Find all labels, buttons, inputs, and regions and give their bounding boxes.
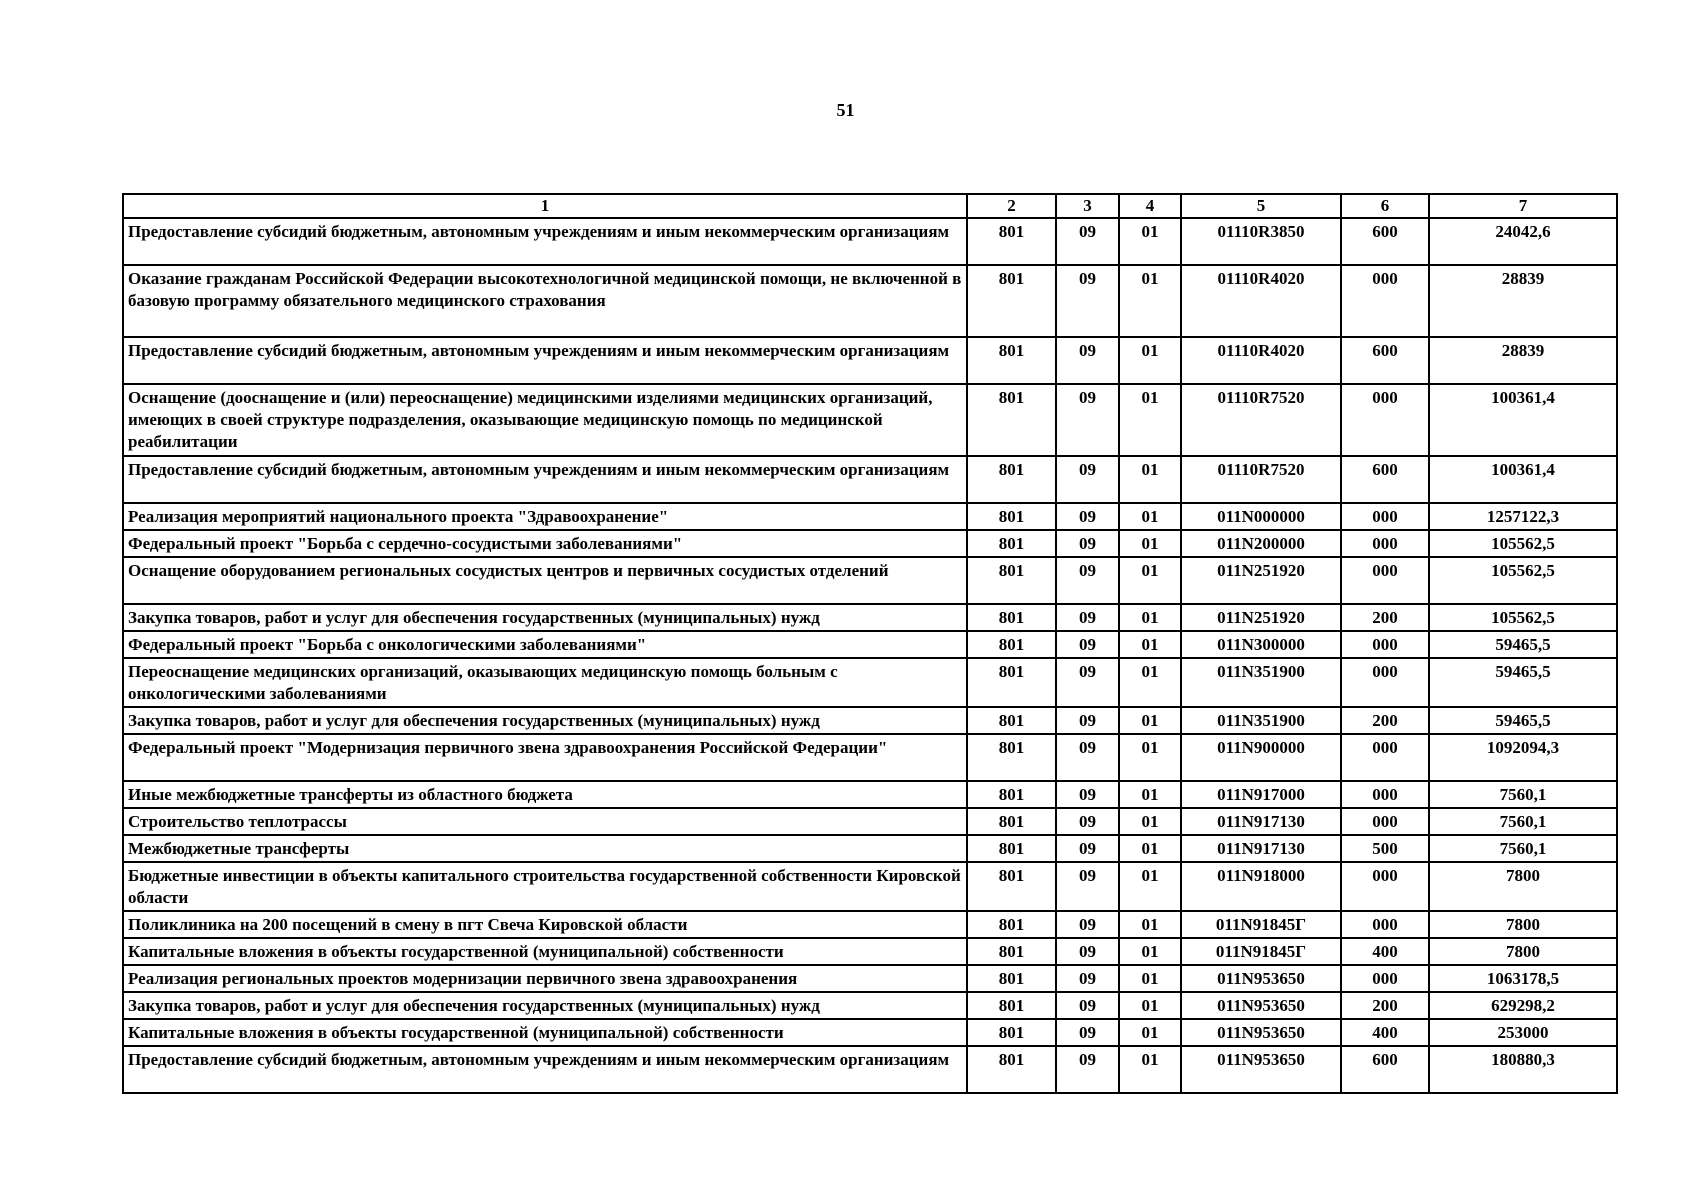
row-code-target-cell: 011N953650 (1181, 965, 1341, 992)
row-code-target-cell: 011N91845Г (1181, 911, 1341, 938)
row-code-subsection-cell: 01 (1119, 965, 1181, 992)
row-code-section-cell: 09 (1056, 992, 1119, 1019)
row-code-target-cell: 011N900000 (1181, 734, 1341, 781)
row-code-target-cell: 011N000000 (1181, 503, 1341, 530)
row-amount-cell: 7800 (1429, 862, 1617, 911)
row-code-admin-cell: 801 (967, 938, 1056, 965)
row-code-admin-cell: 801 (967, 1019, 1056, 1046)
row-code-target-cell: 011N917000 (1181, 781, 1341, 808)
row-code-target-cell: 011N953650 (1181, 1046, 1341, 1093)
row-code-subsection-cell: 01 (1119, 265, 1181, 337)
row-amount-cell: 59465,5 (1429, 707, 1617, 734)
row-code-subsection-cell: 01 (1119, 384, 1181, 456)
row-code-subsection-cell: 01 (1119, 707, 1181, 734)
row-code-admin-cell: 801 (967, 707, 1056, 734)
row-code-subsection-cell: 01 (1119, 835, 1181, 862)
row-code-section-cell: 09 (1056, 337, 1119, 384)
row-code-section-cell: 09 (1056, 938, 1119, 965)
row-code-expense-type-cell: 000 (1341, 503, 1429, 530)
row-code-target-cell: 01110R4020 (1181, 265, 1341, 337)
row-code-subsection-cell: 01 (1119, 503, 1181, 530)
row-name-cell: Оснащение (дооснащение и (или) переоснащение) медицинскими изделиями медицинских организаций, имеющих в своей структуре подразделения, оказывающие медицинскую помощь по медицинской реабилитации (123, 384, 967, 456)
row-code-expense-type-cell: 600 (1341, 218, 1429, 265)
column-header-6: 6 (1341, 194, 1429, 218)
row-code-target-cell: 011N351900 (1181, 707, 1341, 734)
row-name-cell: Бюджетные инвестиции в объекты капитального строительства государственной собственности Кировской области (123, 862, 967, 911)
table-row (123, 862, 1617, 911)
table-row (123, 1046, 1617, 1093)
row-amount-cell: 59465,5 (1429, 631, 1617, 658)
row-code-section-cell: 09 (1056, 862, 1119, 911)
row-amount-cell: 7560,1 (1429, 835, 1617, 862)
row-name-cell: Предоставление субсидий бюджетным, автономным учреждениям и иным некоммерческим организациям (123, 218, 967, 265)
row-name-cell: Иные межбюджетные трансферты из областного бюджета (123, 781, 967, 808)
table-header-row (123, 194, 1617, 218)
row-code-section-cell: 09 (1056, 658, 1119, 707)
row-name-cell: Капитальные вложения в объекты государственной (муниципальной) собственности (123, 938, 967, 965)
row-code-subsection-cell: 01 (1119, 808, 1181, 835)
row-name-cell: Реализация региональных проектов модернизации первичного звена здравоохранения (123, 965, 967, 992)
row-name-cell: Капитальные вложения в объекты государственной (муниципальной) собственности (123, 1019, 967, 1046)
row-code-target-cell: 011N251920 (1181, 557, 1341, 604)
row-amount-cell: 105562,5 (1429, 557, 1617, 604)
row-code-admin-cell: 801 (967, 658, 1056, 707)
table-row (123, 707, 1617, 734)
row-code-section-cell: 09 (1056, 965, 1119, 992)
row-amount-cell: 100361,4 (1429, 384, 1617, 456)
row-amount-cell: 7800 (1429, 938, 1617, 965)
row-code-admin-cell: 801 (967, 337, 1056, 384)
row-code-admin-cell: 801 (967, 1046, 1056, 1093)
row-code-subsection-cell: 01 (1119, 734, 1181, 781)
table-row (123, 734, 1617, 781)
row-name-cell: Реализация мероприятий национального проекта "Здравоохранение" (123, 503, 967, 530)
row-code-expense-type-cell: 000 (1341, 862, 1429, 911)
row-code-subsection-cell: 01 (1119, 911, 1181, 938)
row-name-cell: Закупка товаров, работ и услуг для обеспечения государственных (муниципальных) нужд (123, 707, 967, 734)
row-amount-cell: 100361,4 (1429, 456, 1617, 503)
table-row (123, 530, 1617, 557)
row-amount-cell: 24042,6 (1429, 218, 1617, 265)
row-code-subsection-cell: 01 (1119, 557, 1181, 604)
row-code-target-cell: 01110R7520 (1181, 384, 1341, 456)
row-code-expense-type-cell: 000 (1341, 808, 1429, 835)
row-code-expense-type-cell: 000 (1341, 530, 1429, 557)
row-amount-cell: 105562,5 (1429, 604, 1617, 631)
row-code-expense-type-cell: 000 (1341, 557, 1429, 604)
row-amount-cell: 7800 (1429, 911, 1617, 938)
table-row (123, 835, 1617, 862)
row-code-subsection-cell: 01 (1119, 938, 1181, 965)
row-code-section-cell: 09 (1056, 835, 1119, 862)
row-name-cell: Предоставление субсидий бюджетным, автономным учреждениям и иным некоммерческим организациям (123, 456, 967, 503)
row-name-cell: Оказание гражданам Российской Федерации высокотехнологичной медицинской помощи, не включенной в базовую программу обязательного медицинского страхования (123, 265, 967, 337)
row-code-section-cell: 09 (1056, 1019, 1119, 1046)
row-code-expense-type-cell: 500 (1341, 835, 1429, 862)
row-code-section-cell: 09 (1056, 384, 1119, 456)
row-code-admin-cell: 801 (967, 218, 1056, 265)
row-code-target-cell: 011N917130 (1181, 835, 1341, 862)
row-code-admin-cell: 801 (967, 384, 1056, 456)
row-code-admin-cell: 801 (967, 734, 1056, 781)
row-code-admin-cell: 801 (967, 456, 1056, 503)
row-code-expense-type-cell: 000 (1341, 734, 1429, 781)
row-code-section-cell: 09 (1056, 503, 1119, 530)
column-header-1: 1 (123, 194, 967, 218)
row-code-section-cell: 09 (1056, 734, 1119, 781)
row-code-admin-cell: 801 (967, 835, 1056, 862)
row-code-admin-cell: 801 (967, 557, 1056, 604)
row-amount-cell: 1257122,3 (1429, 503, 1617, 530)
row-code-section-cell: 09 (1056, 911, 1119, 938)
row-code-subsection-cell: 01 (1119, 218, 1181, 265)
table-row (123, 1019, 1617, 1046)
table-row (123, 337, 1617, 384)
row-code-expense-type-cell: 600 (1341, 337, 1429, 384)
row-code-subsection-cell: 01 (1119, 604, 1181, 631)
row-code-target-cell: 011N251920 (1181, 604, 1341, 631)
row-code-expense-type-cell: 000 (1341, 631, 1429, 658)
row-code-target-cell: 011N300000 (1181, 631, 1341, 658)
row-code-admin-cell: 801 (967, 781, 1056, 808)
row-code-section-cell: 09 (1056, 707, 1119, 734)
row-code-target-cell: 011N91845Г (1181, 938, 1341, 965)
column-header-4: 4 (1119, 194, 1181, 218)
row-code-expense-type-cell: 600 (1341, 456, 1429, 503)
table-body (123, 218, 1617, 1093)
table-row (123, 456, 1617, 503)
row-code-expense-type-cell: 000 (1341, 965, 1429, 992)
row-code-expense-type-cell: 200 (1341, 992, 1429, 1019)
row-code-admin-cell: 801 (967, 503, 1056, 530)
row-name-cell: Переоснащение медицинских организаций, оказывающих медицинскую помощь больным с онкологическими заболеваниями (123, 658, 967, 707)
row-code-section-cell: 09 (1056, 808, 1119, 835)
row-code-expense-type-cell: 200 (1341, 707, 1429, 734)
table-row (123, 992, 1617, 1019)
row-code-section-cell: 09 (1056, 218, 1119, 265)
row-code-section-cell: 09 (1056, 557, 1119, 604)
table-row (123, 218, 1617, 265)
row-name-cell: Межбюджетные трансферты (123, 835, 967, 862)
row-code-admin-cell: 801 (967, 530, 1056, 557)
table-row (123, 631, 1617, 658)
row-code-expense-type-cell: 000 (1341, 658, 1429, 707)
row-code-admin-cell: 801 (967, 604, 1056, 631)
row-amount-cell: 253000 (1429, 1019, 1617, 1046)
row-code-admin-cell: 801 (967, 911, 1056, 938)
row-code-expense-type-cell: 000 (1341, 265, 1429, 337)
row-code-expense-type-cell: 200 (1341, 604, 1429, 631)
row-code-subsection-cell: 01 (1119, 456, 1181, 503)
row-code-subsection-cell: 01 (1119, 631, 1181, 658)
row-code-target-cell: 011N200000 (1181, 530, 1341, 557)
row-code-expense-type-cell: 000 (1341, 384, 1429, 456)
row-code-subsection-cell: 01 (1119, 1019, 1181, 1046)
row-code-subsection-cell: 01 (1119, 530, 1181, 557)
row-code-target-cell: 01110R7520 (1181, 456, 1341, 503)
row-code-subsection-cell: 01 (1119, 337, 1181, 384)
row-amount-cell: 1063178,5 (1429, 965, 1617, 992)
row-code-target-cell: 01110R3850 (1181, 218, 1341, 265)
row-amount-cell: 7560,1 (1429, 808, 1617, 835)
row-amount-cell: 59465,5 (1429, 658, 1617, 707)
row-amount-cell: 7560,1 (1429, 781, 1617, 808)
row-code-expense-type-cell: 400 (1341, 938, 1429, 965)
page-number: 51 (836, 100, 855, 120)
row-name-cell: Федеральный проект "Модернизация первичного звена здравоохранения Российской Федерации" (123, 734, 967, 781)
row-amount-cell: 180880,3 (1429, 1046, 1617, 1093)
row-name-cell: Федеральный проект "Борьба с онкологическими заболеваниями" (123, 631, 967, 658)
row-code-target-cell: 011N953650 (1181, 1019, 1341, 1046)
row-code-expense-type-cell: 000 (1341, 911, 1429, 938)
row-name-cell: Поликлиника на 200 посещений в смену в пгт Свеча Кировской области (123, 911, 967, 938)
row-code-subsection-cell: 01 (1119, 992, 1181, 1019)
table-row (123, 265, 1617, 337)
column-header-2: 2 (967, 194, 1056, 218)
row-code-subsection-cell: 01 (1119, 862, 1181, 911)
row-code-target-cell: 01110R4020 (1181, 337, 1341, 384)
table-row (123, 781, 1617, 808)
row-name-cell: Закупка товаров, работ и услуг для обеспечения государственных (муниципальных) нужд (123, 604, 967, 631)
column-header-5: 5 (1181, 194, 1341, 218)
row-name-cell: Федеральный проект "Борьба с сердечно-сосудистыми заболеваниями" (123, 530, 967, 557)
row-code-admin-cell: 801 (967, 265, 1056, 337)
row-code-section-cell: 09 (1056, 456, 1119, 503)
row-amount-cell: 28839 (1429, 337, 1617, 384)
row-code-subsection-cell: 01 (1119, 658, 1181, 707)
table-row (123, 808, 1617, 835)
row-code-expense-type-cell: 600 (1341, 1046, 1429, 1093)
row-code-subsection-cell: 01 (1119, 1046, 1181, 1093)
row-code-expense-type-cell: 000 (1341, 781, 1429, 808)
table-row (123, 938, 1617, 965)
row-code-section-cell: 09 (1056, 781, 1119, 808)
table-row (123, 658, 1617, 707)
row-code-section-cell: 09 (1056, 604, 1119, 631)
row-code-section-cell: 09 (1056, 265, 1119, 337)
row-amount-cell: 629298,2 (1429, 992, 1617, 1019)
row-code-section-cell: 09 (1056, 1046, 1119, 1093)
row-code-target-cell: 011N917130 (1181, 808, 1341, 835)
row-code-target-cell: 011N953650 (1181, 992, 1341, 1019)
row-code-expense-type-cell: 400 (1341, 1019, 1429, 1046)
row-code-admin-cell: 801 (967, 808, 1056, 835)
table-row (123, 384, 1617, 456)
row-code-admin-cell: 801 (967, 992, 1056, 1019)
budget-table (122, 193, 1618, 1094)
table-row (123, 604, 1617, 631)
column-header-3: 3 (1056, 194, 1119, 218)
row-name-cell: Закупка товаров, работ и услуг для обеспечения государственных (муниципальных) нужд (123, 992, 967, 1019)
row-name-cell: Оснащение оборудованием региональных сосудистых центров и первичных сосудистых отделений (123, 557, 967, 604)
row-amount-cell: 1092094,3 (1429, 734, 1617, 781)
row-code-admin-cell: 801 (967, 965, 1056, 992)
table-row (123, 911, 1617, 938)
row-code-section-cell: 09 (1056, 631, 1119, 658)
row-name-cell: Предоставление субсидий бюджетным, автономным учреждениям и иным некоммерческим организациям (123, 337, 967, 384)
table-row (123, 503, 1617, 530)
column-header-7: 7 (1429, 194, 1617, 218)
row-amount-cell: 105562,5 (1429, 530, 1617, 557)
table-row (123, 557, 1617, 604)
row-code-admin-cell: 801 (967, 631, 1056, 658)
row-code-admin-cell: 801 (967, 862, 1056, 911)
row-code-subsection-cell: 01 (1119, 781, 1181, 808)
row-code-target-cell: 011N918000 (1181, 862, 1341, 911)
row-code-section-cell: 09 (1056, 530, 1119, 557)
row-name-cell: Строительство теплотрассы (123, 808, 967, 835)
row-name-cell: Предоставление субсидий бюджетным, автономным учреждениям и иным некоммерческим организациям (123, 1046, 967, 1093)
row-amount-cell: 28839 (1429, 265, 1617, 337)
row-code-target-cell: 011N351900 (1181, 658, 1341, 707)
table-row (123, 965, 1617, 992)
